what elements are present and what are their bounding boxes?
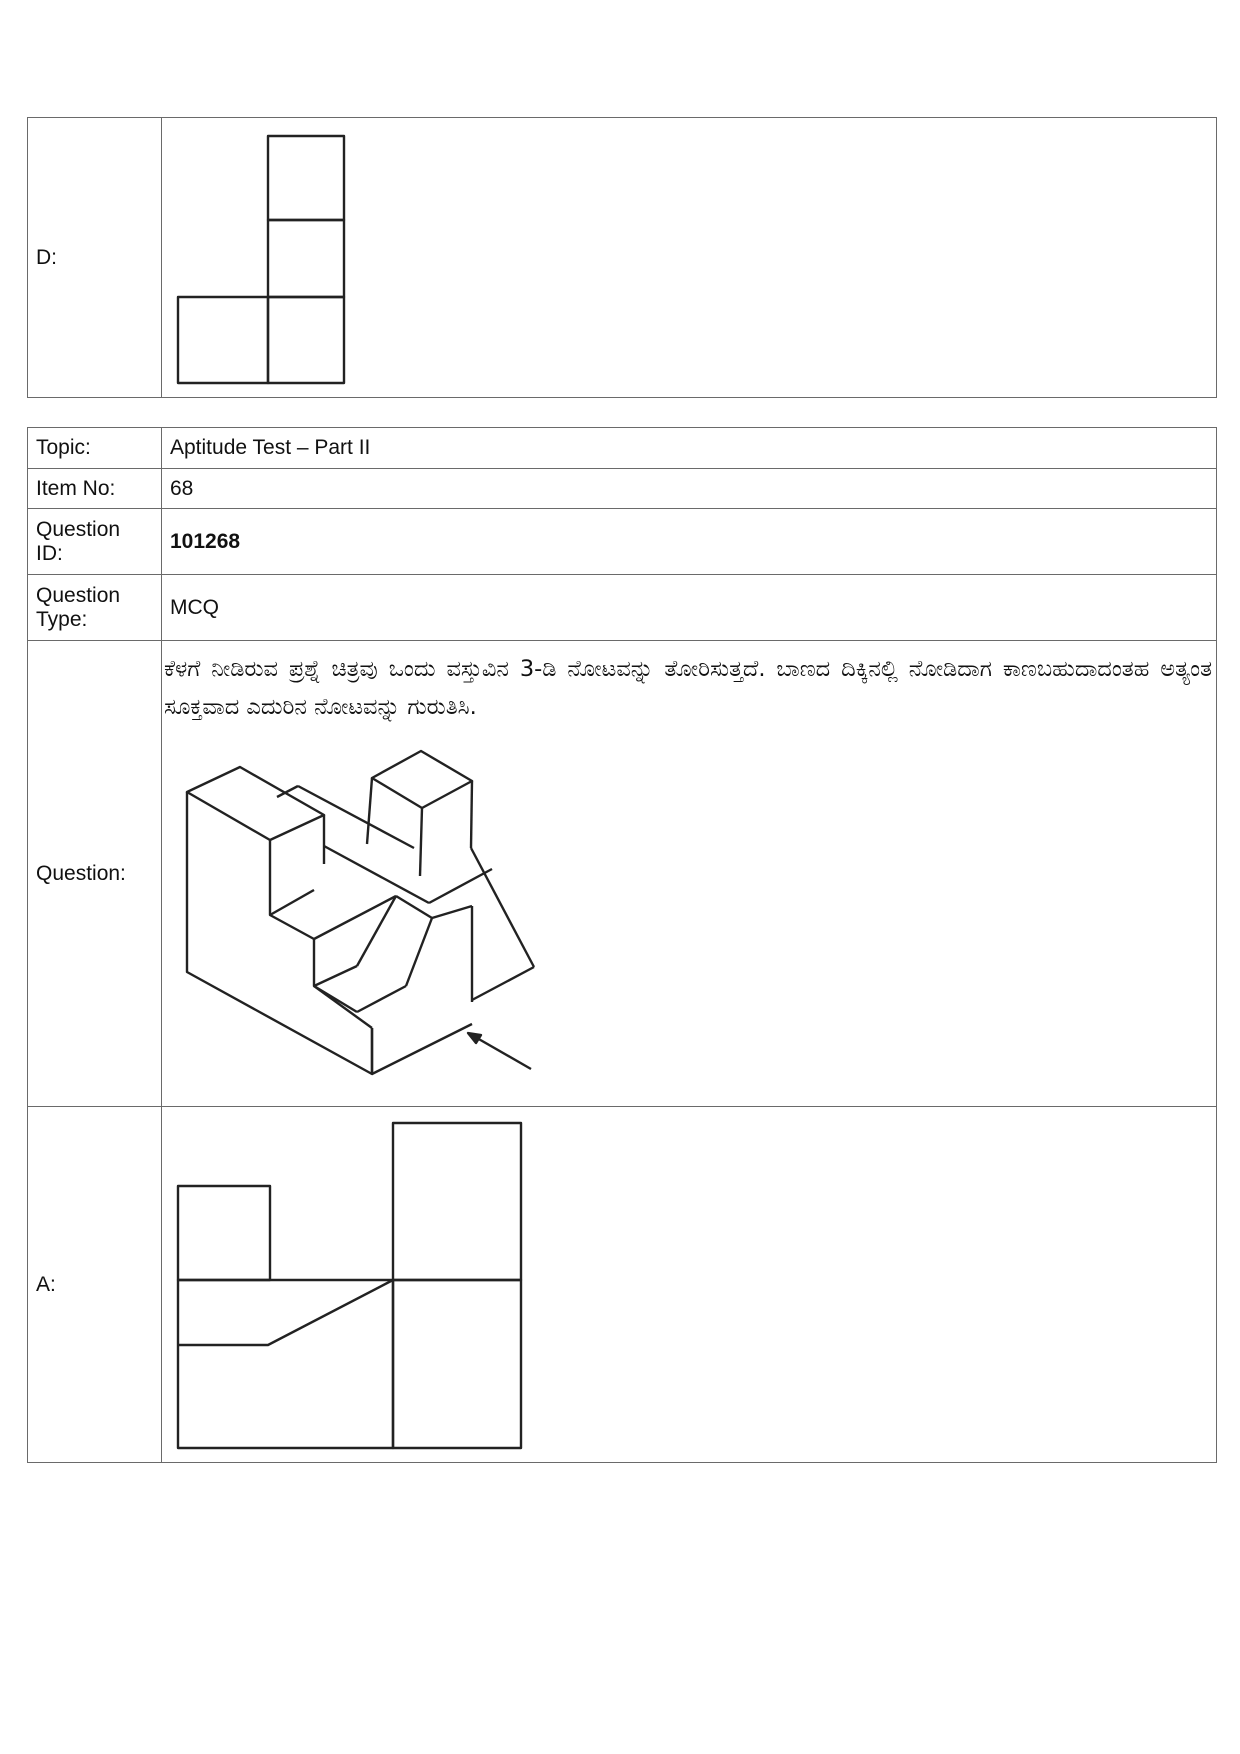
option-a-slant-line <box>178 1280 393 1345</box>
question-content-cell <box>162 641 1217 1107</box>
fig-cube-right-edge <box>471 781 472 848</box>
question-text: ಕೆಳಗೆ ನೀಡಿರುವ ಪ್ರಶ್ನೆ ಚಿತ್ರವು ಒಂದು ವಸ್ತುವಿನ 3-ಡಿ ನೋಟವನ್ನು ತೋರಿಸುತ್ತದೆ. ಬಾಣದ ದಿಕ್ಕಿನಲ್ಲಿ ನೋಡಿದಾಗ ಕಾಣಬಹುದಾದಂತಹ ಅತ್ಯಂತ ಸೂಕ್ತವಾದ ಎದುರಿನ ನೋಟವನ್ನು ಗುರುತಿಸಿ. <box>164 656 1212 720</box>
question-id-value: 101268 <box>162 509 1217 575</box>
option-d-label: D: <box>28 118 162 398</box>
option-d-figure-cell <box>162 118 1217 398</box>
option-d-top-square <box>268 136 344 220</box>
question-id-row <box>28 509 1217 575</box>
fig-notch-top-right <box>432 906 472 918</box>
fig-step-left <box>270 890 314 915</box>
fig-slab-right-top <box>429 869 492 903</box>
option-d-bottom-right-square <box>268 297 344 383</box>
option-d-table <box>27 117 1217 398</box>
fig-notch-top <box>396 896 432 918</box>
question-3d-figure <box>162 726 1232 1086</box>
option-d-figure <box>162 118 1232 396</box>
fig-cube-top <box>372 751 472 808</box>
fig-slope-bottom <box>472 967 534 1000</box>
question-info-table <box>27 427 1217 1463</box>
question-id-label <box>28 509 162 575</box>
option-d-bottom-left-square <box>178 297 268 383</box>
option-a-small-top-box <box>178 1186 270 1280</box>
question-type-value: MCQ <box>162 575 1217 641</box>
fig-slab-top-edge <box>298 786 414 848</box>
fig-slope-long <box>471 848 534 967</box>
item-row <box>28 469 1217 509</box>
fig-left-block-front <box>270 840 314 939</box>
fig-cube-left-edge <box>367 778 372 844</box>
topic-label: Topic: <box>28 428 162 469</box>
fig-notch-right-slant <box>406 918 432 986</box>
question-id-label-line1: Question <box>36 517 121 541</box>
fig-left-block-top <box>187 767 324 840</box>
option-a-label: A: <box>28 1107 162 1463</box>
item-value: 68 <box>162 469 1217 509</box>
option-a-figure <box>162 1107 1232 1461</box>
question-type-row <box>28 575 1217 641</box>
item-label: Item No: <box>28 469 162 509</box>
view-direction-arrow <box>468 1033 531 1069</box>
question-id-label-line2: ID: <box>36 541 63 565</box>
fig-slab-lower-edge <box>324 846 429 903</box>
question-row <box>28 641 1217 1107</box>
option-a-row <box>28 1107 1217 1463</box>
fig-bottom-front-edge <box>372 1024 472 1074</box>
question-type-label <box>28 575 162 641</box>
option-a-left-lower-block <box>178 1280 393 1448</box>
fig-front-lower-edge <box>314 986 372 1028</box>
topic-value: Aptitude Test – Part II <box>162 428 1217 469</box>
question-label: Question: <box>28 641 162 1107</box>
question-type-label-line2: Type: <box>36 607 88 631</box>
option-a-tall-top-box <box>393 1123 521 1280</box>
option-d-middle-square <box>268 220 344 297</box>
fig-notch-base <box>314 966 357 986</box>
fig-cube-front-edge <box>420 808 422 876</box>
question-type-label-line1: Question <box>36 583 121 607</box>
option-a-right-lower-block <box>393 1280 521 1448</box>
option-d-row <box>28 118 1217 398</box>
fig-notch-bottom <box>357 986 406 1012</box>
option-a-figure-cell <box>162 1107 1217 1463</box>
topic-row <box>28 428 1217 469</box>
